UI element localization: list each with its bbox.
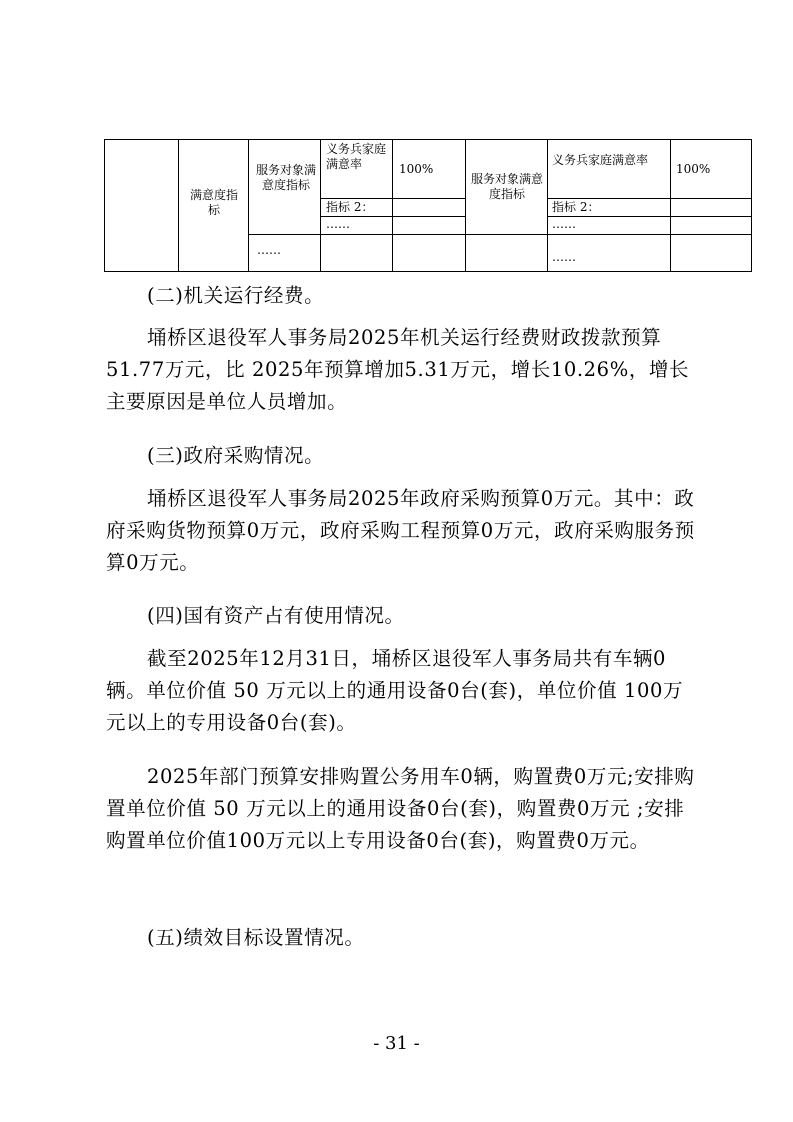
table-border-right: [751, 139, 752, 272]
table-vline: [178, 139, 179, 272]
indicator-left-1-value: 100%: [399, 162, 434, 176]
section-heading-2: (二)机关运行经费。: [147, 284, 325, 307]
section-heading-5: (五)绩效目标设置情况。: [147, 926, 365, 949]
indicator-right-3: ……: [552, 217, 576, 231]
table-border-left: [104, 139, 105, 272]
table-vline: [465, 139, 466, 272]
service-target-label-left: 服务对象满意度指标: [256, 163, 317, 192]
paragraph-3: 埇桥区退役军人事务局2025年政府采购预算0万元。其中：政府采购货物预算0万元，政府采购工程预算0万元，政府采购服务预算0万元。: [106, 487, 695, 574]
service-target-label-right: 服务对象满意度指标: [471, 172, 544, 201]
paragraph-2: 埇桥区退役军人事务局2025年机关运行经费财政拨款预算51.77万元，比 2025年预算增加5.31万元，增长10.26%，增长主要原因是单位人员增加。: [106, 326, 690, 413]
table-hline: [248, 234, 465, 235]
performance-table: [104, 139, 752, 272]
table-border-top: [104, 139, 752, 140]
table-vline: [547, 139, 548, 272]
indicator-right-4: ……: [552, 250, 576, 264]
table-hline: [465, 234, 752, 235]
table-vline: [320, 139, 321, 272]
paragraph-4b: 2025年部门预算安排购置公务用车0辆，购置费0万元;安排购置单位价值 50 万元以上的通用设备0台(套)，购置费0万元 ;安排购置单位价值100万元以上专用设备0台(套)，购置费0万元。: [106, 765, 695, 852]
table-hline: [547, 198, 752, 199]
page-number: - 31 -: [373, 1033, 420, 1054]
table-vline: [670, 139, 671, 272]
section-heading-3: (三)政府采购情况。: [147, 444, 325, 467]
paragraph-4a: 截至2025年12月31日，埇桥区退役军人事务局共有车辆0辆。单位价值 50 万元以上的通用设备0台(套)，单位价值 100万元以上的专用设备0台(套)。: [106, 647, 684, 734]
indicator-right-1-value: 100%: [676, 162, 711, 176]
indicator-left-2: 指标 2：: [326, 200, 374, 214]
indicator-left-3: ……: [326, 217, 350, 231]
indicator-right-1: 义务兵家庭满意率: [552, 153, 649, 167]
table-vline: [392, 139, 393, 272]
table-hline: [320, 198, 465, 199]
indicator-right-2: 指标 2：: [552, 200, 600, 214]
satisfaction-indicator-label: 满意度指标: [190, 188, 239, 217]
table-vline: [248, 139, 249, 272]
indicator-left-1: 义务兵家庭满意率: [326, 142, 387, 171]
table-border-bottom: [104, 271, 752, 272]
indicator-left-4: ……: [257, 243, 281, 257]
section-heading-4: (四)国有资产占有使用情况。: [147, 604, 405, 627]
